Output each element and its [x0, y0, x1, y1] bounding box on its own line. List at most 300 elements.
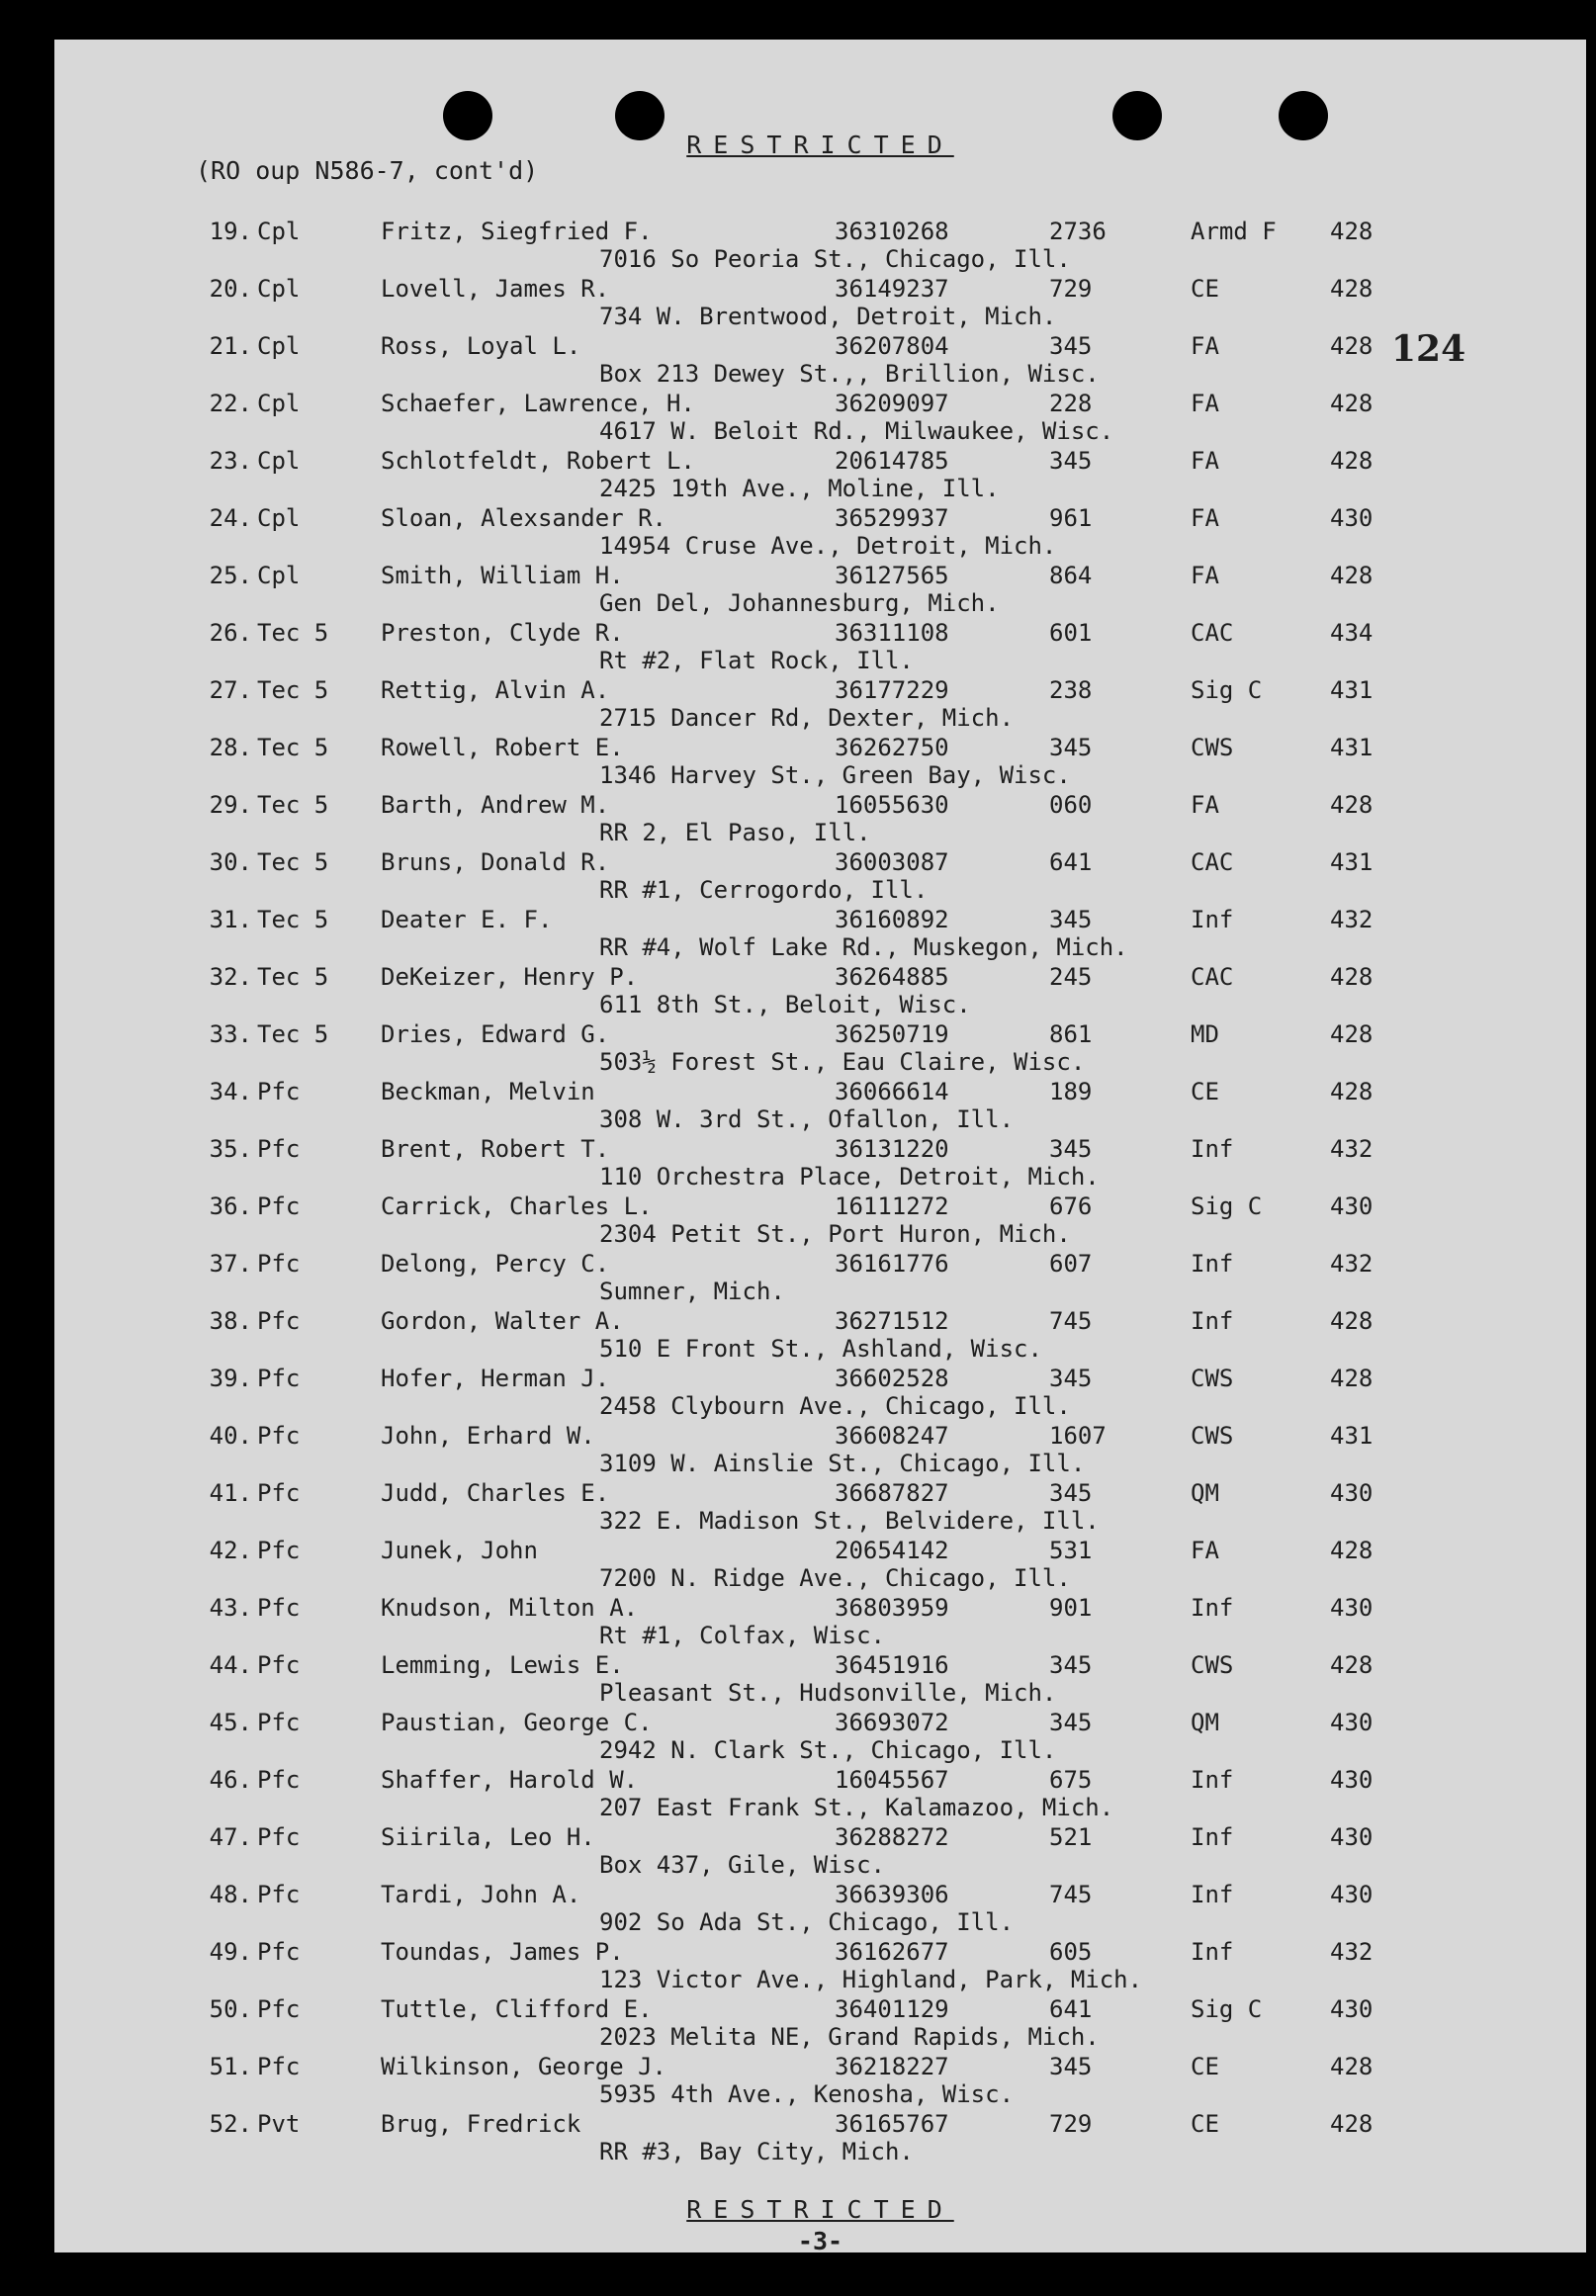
- entry-number: 31.: [209, 906, 252, 933]
- entry-number: 44.: [209, 1651, 252, 1679]
- entry-name: Deater E. F.: [381, 906, 553, 933]
- entry-name: Knudson, Milton A.: [381, 1594, 639, 1622]
- entry-number: 30.: [209, 848, 252, 876]
- entry-number: 35.: [209, 1135, 252, 1163]
- entry-rank: Cpl: [257, 504, 301, 532]
- entry-rank: Cpl: [257, 218, 301, 245]
- entry-name: Preston, Clyde R.: [381, 619, 624, 647]
- entry-number: 19.: [209, 218, 252, 245]
- roster-entry: [54, 1135, 1586, 1192]
- entry-mos-code: 345: [1049, 734, 1093, 761]
- entry-number: 48.: [209, 1881, 252, 1908]
- entry-mos-code: 745: [1049, 1307, 1093, 1335]
- entry-arm-of-service: Sig C: [1191, 1192, 1263, 1220]
- roster-entry: [54, 1766, 1586, 1823]
- entry-serial-number: 36209097: [835, 390, 949, 417]
- entry-name: Schaefer, Lawrence, H.: [381, 390, 695, 417]
- entry-name: Toundas, James P.: [381, 1938, 624, 1966]
- entry-arm-of-service: CE: [1191, 275, 1219, 303]
- roster-entry: [54, 963, 1586, 1020]
- entry-name: Shaffer, Harold W.: [381, 1766, 639, 1794]
- entry-number: 24.: [209, 504, 252, 532]
- entry-number: 51.: [209, 2053, 252, 2080]
- entry-address: Rt #1, Colfax, Wisc.: [599, 1622, 885, 1649]
- entry-number: 39.: [209, 1365, 252, 1392]
- entry-unit-code: 430: [1330, 504, 1374, 532]
- document-page: [54, 40, 1586, 2252]
- entry-serial-number: 36310268: [835, 218, 949, 245]
- entry-unit-code: 428: [1330, 1078, 1374, 1105]
- entry-serial-number: 16111272: [835, 1192, 949, 1220]
- entry-unit-code: 430: [1330, 1995, 1374, 2023]
- entry-address: 2458 Clybourn Ave., Chicago, Ill.: [599, 1392, 1071, 1420]
- entry-address: 322 E. Madison St., Belvidere, Ill.: [599, 1507, 1100, 1535]
- entry-address: 2942 N. Clark St., Chicago, Ill.: [599, 1736, 1057, 1764]
- entry-rank: Pfc: [257, 1709, 301, 1736]
- entry-arm-of-service: CE: [1191, 2110, 1219, 2138]
- entry-serial-number: 36271512: [835, 1307, 949, 1335]
- entry-arm-of-service: CE: [1191, 1078, 1219, 1105]
- entry-address: 510 E Front St., Ashland, Wisc.: [599, 1335, 1042, 1363]
- entry-arm-of-service: QM: [1191, 1479, 1219, 1507]
- entry-rank: Pfc: [257, 1135, 301, 1163]
- roster-entry: [54, 619, 1586, 676]
- entry-serial-number: 36066614: [835, 1078, 949, 1105]
- roster-entry: [54, 1307, 1586, 1365]
- entry-serial-number: 36288272: [835, 1823, 949, 1851]
- entry-rank: Tec 5: [257, 734, 329, 761]
- entry-unit-code: 431: [1330, 848, 1374, 876]
- entry-address: 611 8th St., Beloit, Wisc.: [599, 991, 971, 1018]
- entry-address: RR #4, Wolf Lake Rd., Muskegon, Mich.: [599, 933, 1128, 961]
- entry-name: DeKeizer, Henry P.: [381, 963, 639, 991]
- entry-unit-code: 428: [1330, 2110, 1374, 2138]
- entry-unit-code: 430: [1330, 1594, 1374, 1622]
- entry-mos-code: 864: [1049, 562, 1093, 589]
- entry-serial-number: 36451916: [835, 1651, 949, 1679]
- entry-unit-code: 428: [1330, 447, 1374, 475]
- entry-arm-of-service: FA: [1191, 504, 1219, 532]
- entry-address: 2715 Dancer Rd, Dexter, Mich.: [599, 704, 1015, 732]
- entry-rank: Pfc: [257, 1192, 301, 1220]
- entry-number: 49.: [209, 1938, 252, 1966]
- entry-name: Fritz, Siegfried F.: [381, 218, 653, 245]
- entry-address: 2425 19th Ave., Moline, Ill.: [599, 475, 1000, 502]
- entry-unit-code: 428: [1330, 562, 1374, 589]
- entry-mos-code: 961: [1049, 504, 1093, 532]
- entry-mos-code: 1607: [1049, 1422, 1107, 1450]
- roster-entry: [54, 1594, 1586, 1651]
- entry-mos-code: 605: [1049, 1938, 1093, 1966]
- entry-arm-of-service: FA: [1191, 447, 1219, 475]
- entry-number: 45.: [209, 1709, 252, 1736]
- entry-unit-code: 430: [1330, 1823, 1374, 1851]
- entry-number: 22.: [209, 390, 252, 417]
- entry-mos-code: 531: [1049, 1537, 1093, 1564]
- entry-arm-of-service: FA: [1191, 1537, 1219, 1564]
- entry-arm-of-service: Inf: [1191, 1823, 1234, 1851]
- entry-name: Brent, Robert T.: [381, 1135, 610, 1163]
- roster-entry: [54, 1479, 1586, 1537]
- entry-name: Lovell, James R.: [381, 275, 610, 303]
- entry-serial-number: 36250719: [835, 1020, 949, 1048]
- entry-mos-code: 345: [1049, 1135, 1093, 1163]
- entry-name: Gordon, Walter A.: [381, 1307, 624, 1335]
- entry-name: Tuttle, Clifford E.: [381, 1995, 653, 2023]
- entry-serial-number: 36177229: [835, 676, 949, 704]
- entry-arm-of-service: CWS: [1191, 734, 1234, 761]
- entry-address: 110 Orchestra Place, Detroit, Mich.: [599, 1163, 1100, 1191]
- entry-address: Gen Del, Johannesburg, Mich.: [599, 589, 1000, 617]
- entry-unit-code: 428: [1330, 2053, 1374, 2080]
- entry-mos-code: 901: [1049, 1594, 1093, 1622]
- roster-entry: [54, 562, 1586, 619]
- entry-number: 37.: [209, 1250, 252, 1278]
- entry-mos-code: 189: [1049, 1078, 1093, 1105]
- entry-name: Paustian, George C.: [381, 1709, 653, 1736]
- entry-serial-number: 36003087: [835, 848, 949, 876]
- page-number: -3-: [797, 2227, 843, 2252]
- entry-number: 29.: [209, 791, 252, 819]
- entry-address: 1346 Harvey St., Green Bay, Wisc.: [599, 761, 1071, 789]
- entry-rank: Tec 5: [257, 963, 329, 991]
- entry-mos-code: 861: [1049, 1020, 1093, 1048]
- entry-rank: Cpl: [257, 390, 301, 417]
- entry-serial-number: 36262750: [835, 734, 949, 761]
- entry-mos-code: 745: [1049, 1881, 1093, 1908]
- entry-serial-number: 36160892: [835, 906, 949, 933]
- roster-entry: [54, 1422, 1586, 1479]
- entry-name: Smith, William H.: [381, 562, 624, 589]
- entry-serial-number: 36602528: [835, 1365, 949, 1392]
- entry-arm-of-service: CAC: [1191, 619, 1234, 647]
- roster-entry: [54, 676, 1586, 734]
- entry-arm-of-service: Sig C: [1191, 676, 1263, 704]
- roster-entry: [54, 218, 1586, 275]
- roster-entry: [54, 2110, 1586, 2167]
- entry-rank: Tec 5: [257, 676, 329, 704]
- entry-address: 308 W. 3rd St., Ofallon, Ill.: [599, 1105, 1015, 1133]
- entry-unit-code: 434: [1330, 619, 1374, 647]
- entry-arm-of-service: Inf: [1191, 1881, 1234, 1908]
- entry-number: 33.: [209, 1020, 252, 1048]
- entry-unit-code: 431: [1330, 734, 1374, 761]
- entry-mos-code: 601: [1049, 619, 1093, 647]
- entry-rank: Tec 5: [257, 1020, 329, 1048]
- entry-mos-code: 345: [1049, 1365, 1093, 1392]
- classification-footer: RESTRICTED: [686, 2195, 954, 2224]
- entry-mos-code: 345: [1049, 332, 1093, 360]
- entry-unit-code: 428: [1330, 791, 1374, 819]
- entry-mos-code: 245: [1049, 963, 1093, 991]
- entry-rank: Pfc: [257, 1365, 301, 1392]
- entry-unit-code: 432: [1330, 1135, 1374, 1163]
- entry-address: 207 East Frank St., Kalamazoo, Mich.: [599, 1794, 1114, 1821]
- entry-arm-of-service: Inf: [1191, 1938, 1234, 1966]
- entry-number: 47.: [209, 1823, 252, 1851]
- entry-mos-code: 675: [1049, 1766, 1093, 1794]
- entry-mos-code: 345: [1049, 1479, 1093, 1507]
- classification-header: RESTRICTED: [686, 131, 954, 159]
- entry-mos-code: 607: [1049, 1250, 1093, 1278]
- entry-serial-number: 36207804: [835, 332, 949, 360]
- entry-arm-of-service: Inf: [1191, 906, 1234, 933]
- entry-unit-code: 430: [1330, 1479, 1374, 1507]
- entry-address: 2304 Petit St., Port Huron, Mich.: [599, 1220, 1071, 1248]
- roster-entry: [54, 1881, 1586, 1938]
- entry-mos-code: 228: [1049, 390, 1093, 417]
- entry-serial-number: 36608247: [835, 1422, 949, 1450]
- entry-name: Rowell, Robert E.: [381, 734, 624, 761]
- entry-mos-code: 238: [1049, 676, 1093, 704]
- entry-arm-of-service: CAC: [1191, 963, 1234, 991]
- entry-rank: Cpl: [257, 275, 301, 303]
- entry-unit-code: 432: [1330, 1250, 1374, 1278]
- roster-entry: [54, 447, 1586, 504]
- roster-entry: [54, 734, 1586, 791]
- entry-address: Rt #2, Flat Rock, Ill.: [599, 647, 914, 674]
- entry-number: 40.: [209, 1422, 252, 1450]
- entry-address: RR #3, Bay City, Mich.: [599, 2138, 914, 2165]
- entry-serial-number: 36149237: [835, 275, 949, 303]
- entry-name: Brug, Fredrick: [381, 2110, 581, 2138]
- entry-rank: Pfc: [257, 2053, 301, 2080]
- entry-serial-number: 36165767: [835, 2110, 949, 2138]
- entry-rank: Pfc: [257, 1250, 301, 1278]
- entry-name: Beckman, Melvin: [381, 1078, 595, 1105]
- entry-unit-code: 430: [1330, 1881, 1374, 1908]
- entry-number: 43.: [209, 1594, 252, 1622]
- entry-serial-number: 20654142: [835, 1537, 949, 1564]
- entry-mos-code: 345: [1049, 906, 1093, 933]
- entry-address: 7016 So Peoria St., Chicago, Ill.: [599, 245, 1071, 273]
- entry-arm-of-service: MD: [1191, 1020, 1219, 1048]
- entry-unit-code: 432: [1330, 906, 1374, 933]
- entry-rank: Pfc: [257, 1995, 301, 2023]
- entry-address: 2023 Melita NE, Grand Rapids, Mich.: [599, 2023, 1100, 2051]
- entry-address: 5935 4th Ave., Kenosha, Wisc.: [599, 2080, 1015, 2108]
- entry-name: Hofer, Herman J.: [381, 1365, 610, 1392]
- entry-unit-code: 431: [1330, 1422, 1374, 1450]
- entry-rank: Pfc: [257, 1938, 301, 1966]
- entry-arm-of-service: CWS: [1191, 1422, 1234, 1450]
- entry-unit-code: 431: [1330, 676, 1374, 704]
- entry-arm-of-service: Sig C: [1191, 1995, 1263, 2023]
- entry-mos-code: 345: [1049, 1709, 1093, 1736]
- entry-address: 7200 N. Ridge Ave., Chicago, Ill.: [599, 1564, 1071, 1592]
- roster-entry: [54, 1938, 1586, 1995]
- entry-number: 42.: [209, 1537, 252, 1564]
- entry-arm-of-service: Inf: [1191, 1594, 1234, 1622]
- entry-arm-of-service: CWS: [1191, 1365, 1234, 1392]
- entry-address: 503½ Forest St., Eau Claire, Wisc.: [599, 1048, 1086, 1076]
- entry-number: 41.: [209, 1479, 252, 1507]
- entry-unit-code: 430: [1330, 1192, 1374, 1220]
- entry-arm-of-service: Armd F: [1191, 218, 1277, 245]
- roster-entry: [54, 504, 1586, 562]
- entry-unit-code: 430: [1330, 1766, 1374, 1794]
- entry-serial-number: 36264885: [835, 963, 949, 991]
- entry-address: Sumner, Mich.: [599, 1278, 785, 1305]
- entry-name: Bruns, Donald R.: [381, 848, 610, 876]
- entry-name: Rettig, Alvin A.: [381, 676, 610, 704]
- entry-name: Delong, Percy C.: [381, 1250, 610, 1278]
- roster-list: [54, 218, 1586, 2167]
- entry-rank: Pvt: [257, 2110, 301, 2138]
- entry-rank: Tec 5: [257, 906, 329, 933]
- roster-entry: [54, 1020, 1586, 1078]
- entry-arm-of-service: FA: [1191, 562, 1219, 589]
- entry-rank: Tec 5: [257, 619, 329, 647]
- entry-name: Sloan, Alexsander R.: [381, 504, 666, 532]
- entry-mos-code: 345: [1049, 1651, 1093, 1679]
- entry-unit-code: 428: [1330, 1537, 1374, 1564]
- entry-name: Barth, Andrew M.: [381, 791, 610, 819]
- entry-unit-code: 428: [1330, 390, 1374, 417]
- roster-entry: [54, 1078, 1586, 1135]
- entry-mos-code: 345: [1049, 2053, 1093, 2080]
- entry-number: 46.: [209, 1766, 252, 1794]
- entry-arm-of-service: FA: [1191, 791, 1219, 819]
- entry-arm-of-service: Inf: [1191, 1307, 1234, 1335]
- roster-entry: [54, 791, 1586, 848]
- entry-number: 28.: [209, 734, 252, 761]
- entry-address: Box 213 Dewey St.,, Brillion, Wisc.: [599, 360, 1100, 388]
- group-reference: (RO oup N586-7, cont'd): [196, 156, 539, 185]
- entry-unit-code: 428: [1330, 1365, 1374, 1392]
- entry-serial-number: 36218227: [835, 2053, 949, 2080]
- roster-entry: [54, 1709, 1586, 1766]
- entry-arm-of-service: FA: [1191, 390, 1219, 417]
- entry-address: RR 2, El Paso, Ill.: [599, 819, 871, 846]
- entry-rank: Pfc: [257, 1422, 301, 1450]
- entry-number: 26.: [209, 619, 252, 647]
- entry-unit-code: 428: [1330, 1020, 1374, 1048]
- entry-serial-number: 36131220: [835, 1135, 949, 1163]
- entry-rank: Pfc: [257, 1078, 301, 1105]
- entry-serial-number: 20614785: [835, 447, 949, 475]
- entry-unit-code: 428: [1330, 275, 1374, 303]
- entry-mos-code: 641: [1049, 1995, 1093, 2023]
- entry-number: 27.: [209, 676, 252, 704]
- entry-number: 21.: [209, 332, 252, 360]
- entry-mos-code: 2736: [1049, 218, 1107, 245]
- entry-arm-of-service: CAC: [1191, 848, 1234, 876]
- entry-arm-of-service: Inf: [1191, 1766, 1234, 1794]
- entry-arm-of-service: CWS: [1191, 1651, 1234, 1679]
- entry-mos-code: 676: [1049, 1192, 1093, 1220]
- entry-address: 3109 W. Ainslie St., Chicago, Ill.: [599, 1450, 1086, 1477]
- entry-rank: Cpl: [257, 447, 301, 475]
- entry-rank: Pfc: [257, 1881, 301, 1908]
- entry-serial-number: 36803959: [835, 1594, 949, 1622]
- entry-name: Wilkinson, George J.: [381, 2053, 666, 2080]
- entry-arm-of-service: CE: [1191, 2053, 1219, 2080]
- entry-mos-code: 060: [1049, 791, 1093, 819]
- entry-address: 4617 W. Beloit Rd., Milwaukee, Wisc.: [599, 417, 1114, 445]
- entry-unit-code: 428: [1330, 963, 1374, 991]
- entry-rank: Pfc: [257, 1823, 301, 1851]
- entry-unit-code: 432: [1330, 1938, 1374, 1966]
- entry-unit-code: 428: [1330, 332, 1374, 360]
- entry-name: Ross, Loyal L.: [381, 332, 581, 360]
- roster-entry: [54, 1651, 1586, 1709]
- entry-name: Siirila, Leo H.: [381, 1823, 595, 1851]
- entry-serial-number: 36127565: [835, 562, 949, 589]
- entry-rank: Tec 5: [257, 791, 329, 819]
- entry-name: Lemming, Lewis E.: [381, 1651, 624, 1679]
- entry-serial-number: 36161776: [835, 1250, 949, 1278]
- entry-number: 52.: [209, 2110, 252, 2138]
- roster-entry: [54, 1365, 1586, 1422]
- entry-mos-code: 345: [1049, 447, 1093, 475]
- roster-entry: [54, 1823, 1586, 1881]
- entry-number: 34.: [209, 1078, 252, 1105]
- roster-entry: [54, 332, 1586, 390]
- entry-unit-code: 430: [1330, 1709, 1374, 1736]
- roster-entry: [54, 1192, 1586, 1250]
- entry-mos-code: 641: [1049, 848, 1093, 876]
- entry-number: 32.: [209, 963, 252, 991]
- roster-entry: [54, 1995, 1586, 2053]
- roster-entry: [54, 906, 1586, 963]
- entry-name: Junek, John: [381, 1537, 538, 1564]
- roster-entry: [54, 1250, 1586, 1307]
- roster-entry: [54, 390, 1586, 447]
- entry-rank: Pfc: [257, 1537, 301, 1564]
- entry-serial-number: 36401129: [835, 1995, 949, 2023]
- roster-entry: [54, 275, 1586, 332]
- entry-number: 36.: [209, 1192, 252, 1220]
- entry-name: Tardi, John A.: [381, 1881, 581, 1908]
- entry-name: Dries, Edward G.: [381, 1020, 610, 1048]
- entry-number: 38.: [209, 1307, 252, 1335]
- roster-entry: [54, 2053, 1586, 2110]
- entry-address: Pleasant St., Hudsonville, Mich.: [599, 1679, 1057, 1707]
- entry-serial-number: 36162677: [835, 1938, 949, 1966]
- entry-unit-code: 428: [1330, 1651, 1374, 1679]
- entry-address: 123 Victor Ave., Highland, Park, Mich.: [599, 1966, 1143, 1993]
- entry-address: RR #1, Cerrogordo, Ill.: [599, 876, 929, 904]
- entry-number: 23.: [209, 447, 252, 475]
- entry-arm-of-service: Inf: [1191, 1135, 1234, 1163]
- entry-rank: Cpl: [257, 332, 301, 360]
- entry-name: Carrick, Charles L.: [381, 1192, 653, 1220]
- entry-mos-code: 729: [1049, 2110, 1093, 2138]
- entry-number: 20.: [209, 275, 252, 303]
- entry-name: Schlotfeldt, Robert L.: [381, 447, 695, 475]
- entry-mos-code: 521: [1049, 1823, 1093, 1851]
- entry-rank: Cpl: [257, 562, 301, 589]
- side-page-number: 124: [1391, 328, 1466, 370]
- entry-serial-number: 36639306: [835, 1881, 949, 1908]
- entry-number: 25.: [209, 562, 252, 589]
- entry-address: 902 So Ada St., Chicago, Ill.: [599, 1908, 1015, 1936]
- entry-serial-number: 16055630: [835, 791, 949, 819]
- entry-serial-number: 36687827: [835, 1479, 949, 1507]
- entry-rank: Pfc: [257, 1651, 301, 1679]
- entry-name: Judd, Charles E.: [381, 1479, 610, 1507]
- entry-serial-number: 36529937: [835, 504, 949, 532]
- entry-arm-of-service: Inf: [1191, 1250, 1234, 1278]
- entry-rank: Pfc: [257, 1594, 301, 1622]
- entry-address: 14954 Cruse Ave., Detroit, Mich.: [599, 532, 1057, 560]
- entry-unit-code: 428: [1330, 218, 1374, 245]
- entry-rank: Pfc: [257, 1479, 301, 1507]
- entry-serial-number: 16045567: [835, 1766, 949, 1794]
- entry-address: Box 437, Gile, Wisc.: [599, 1851, 885, 1879]
- entry-serial-number: 36693072: [835, 1709, 949, 1736]
